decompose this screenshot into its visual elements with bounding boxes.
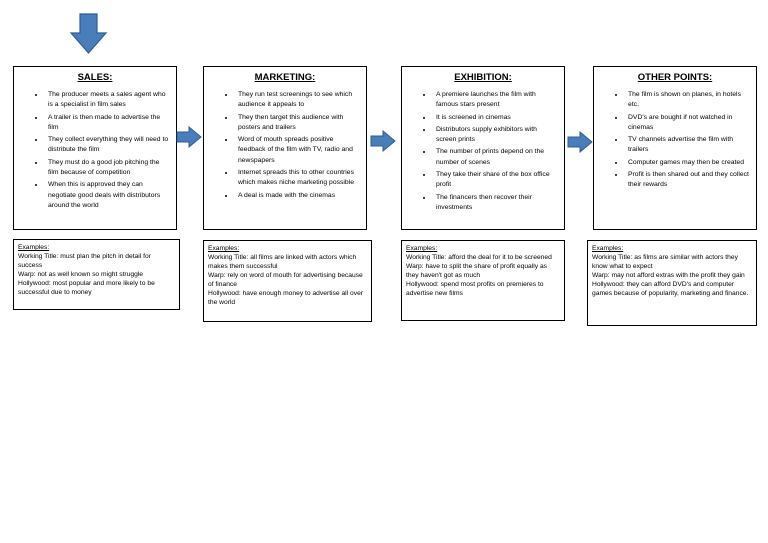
example-line: Warp: may not afford extras with the profit they gain [592, 272, 745, 279]
example-line: Warp: rely on word of mouth for advertising because of finance [208, 272, 363, 288]
examples-box-exhibition [401, 240, 565, 321]
list-item: • Profit is then shared out and they collect their rewards [625, 170, 750, 191]
list-item: • The number of prints depend on the number of scenes [433, 147, 558, 168]
list-item: • Word of mouth spreads positive feedback of the film with TV, radio and newspapers [235, 135, 360, 166]
examples-box-sales [13, 239, 180, 310]
list-item: • They must do a good job pitching the film because of competition [45, 158, 170, 179]
list-item: • When this is approved they can negotiate good deals with distributors around the world [45, 180, 170, 211]
stage-points-other-points [594, 90, 756, 191]
example-line: Working Title: all films are linked with actors which makes them successful [208, 254, 357, 270]
list-item: • A premiere launches the film with famous stars present [433, 90, 558, 111]
list-item: • They then target this audience with posters and trailers [235, 113, 360, 134]
list-item: • Computer games may then be created [625, 158, 750, 168]
examples-heading: Examples: [592, 245, 624, 252]
stage-box-marketing [203, 66, 367, 230]
stage-title-sales: SALES: [77, 72, 113, 83]
list-item: • They take their share of the box office profit [433, 170, 558, 191]
examples-heading: Examples: [406, 245, 438, 252]
example-line: Hollywood: spend most profits on premieres to advertise new films [406, 281, 544, 297]
list-item: • A trailer is then made to advertise the film [45, 113, 170, 134]
example-line: Working Title: must plan the pitch in detail for success [18, 253, 151, 269]
list-item: • The financers then recover their investments [433, 193, 558, 214]
list-item: • The producer meets a sales agent who is a specialist in film sales [45, 90, 170, 111]
example-line: Warp: have to split the share of profit equally as they haven't got as much [406, 263, 548, 279]
stage-title-marketing: MARKETING: [254, 72, 316, 83]
down-arrow-icon [70, 13, 108, 55]
examples-heading: Examples: [18, 244, 50, 251]
stage-box-sales [13, 66, 177, 230]
stage-box-other-points [593, 66, 757, 230]
stage-title-exhibition: EXHIBITION: [454, 72, 512, 83]
list-item: • They collect everything they will need to distribute the film [45, 135, 170, 156]
example-line: Working Title: afford the deal for it to be screened [406, 254, 552, 261]
list-item: • It is screened in cinemas [433, 113, 558, 123]
list-item: • DVD's are bought if not watched in cinemas [625, 113, 750, 134]
right-arrow-icon [370, 130, 396, 152]
list-item: • They run test screenings to see which audience it appeals to [235, 90, 360, 111]
examples-box-marketing [203, 240, 372, 322]
stage-points-marketing [204, 90, 366, 201]
list-item: • TV channels advertise the film with trailers [625, 135, 750, 156]
examples-heading: Examples: [208, 245, 240, 252]
stage-points-sales [14, 90, 176, 211]
stage-title-other-points: OTHER POINTS: [637, 72, 713, 83]
stage-box-exhibition [401, 66, 565, 230]
example-line: Warp: not as well known so might struggle [18, 271, 144, 278]
example-line: Hollywood: have enough money to advertise all over the world [208, 290, 364, 306]
stage-points-exhibition [402, 90, 564, 213]
right-arrow-icon [567, 131, 593, 153]
example-line: Working Title: as films are similar with actors they know what to expect [592, 254, 738, 270]
right-arrow-icon [176, 126, 202, 148]
list-item: • Internet spreads this to other countries which makes niche marketing possible [235, 168, 360, 189]
list-item: • A deal is made with the cinemas [235, 191, 360, 201]
examples-box-other-points [587, 240, 757, 326]
list-item: • The film is shown on planes, in hotels etc. [625, 90, 750, 111]
example-line: Hollywood: they can afford DVD's and computer games because of popularity, marketing and finance. [592, 281, 749, 297]
list-item: • Distributors supply exhibitors with screen prints [433, 125, 558, 146]
example-line: Hollywood: most popular and more likely to be successful due to money [18, 280, 155, 296]
